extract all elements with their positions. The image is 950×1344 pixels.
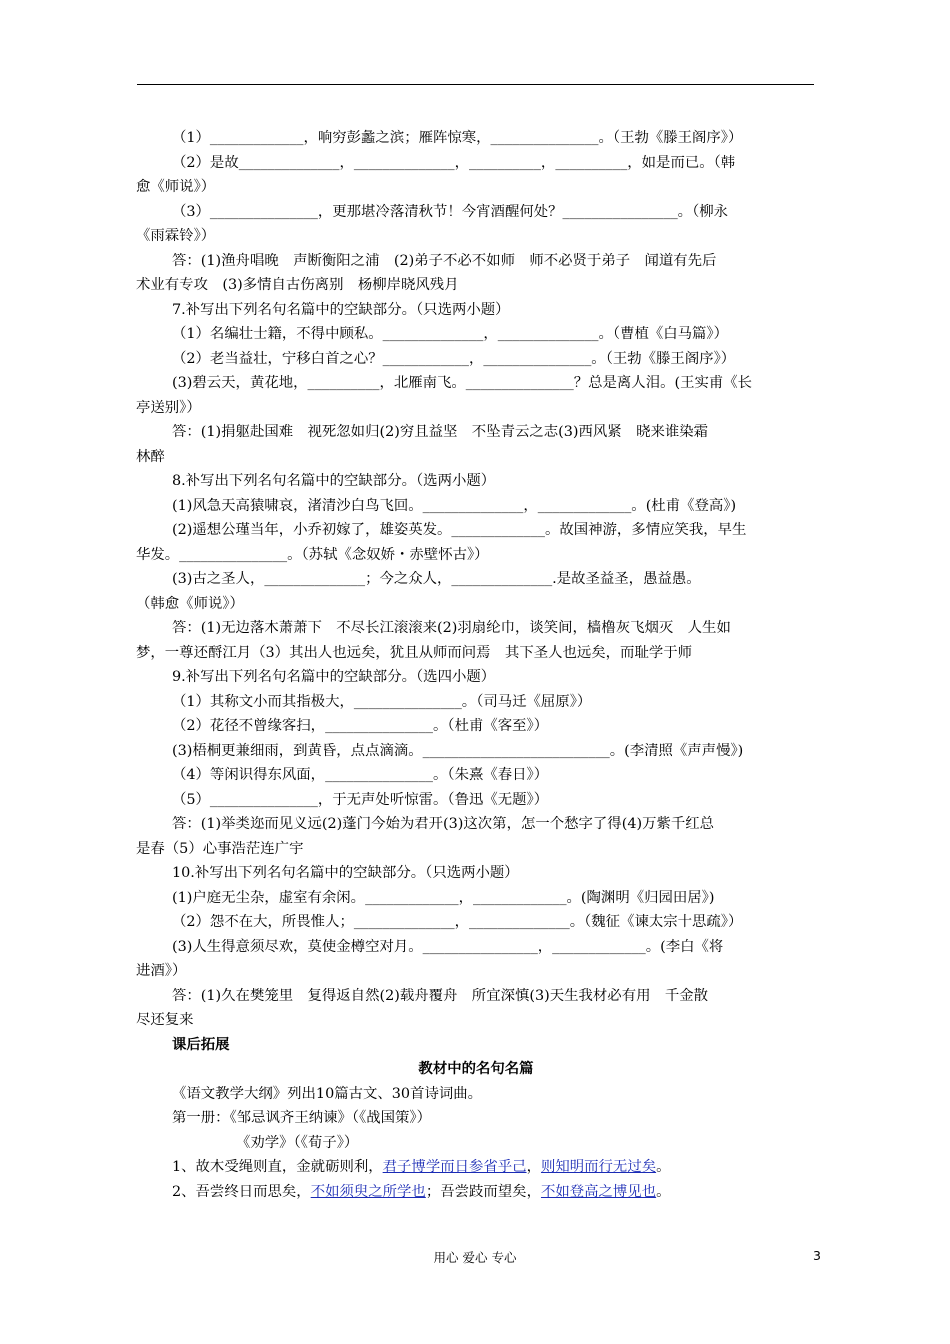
- text-line: 答：(1)渔舟唱晚 声断衡阳之浦 (2)弟子不必不如师 师不必贤于弟子 闻道有先后: [172, 252, 717, 269]
- section-subtitle: 教材中的名句名篇: [418, 1061, 534, 1077]
- text-line: （韩愈《师说》）: [136, 595, 244, 612]
- page-body: [136, 126, 816, 1204]
- header-rule: [137, 84, 814, 85]
- text-line: (1)风急天高猿啸哀，渚清沙白鸟飞回。______________，_____________。(杜甫《登高》): [172, 497, 737, 514]
- text-line: 愈《师说》）: [136, 179, 216, 195]
- underlined-quote: 不如登高之博见也: [540, 1183, 657, 1200]
- text-line: （2）是故______________，______________，__________，__________，如是而已。（韩: [172, 154, 736, 171]
- text-line: （3）_______________，更那堪冷落清秋节！今宵酒醒何处？________________。（柳永: [172, 203, 728, 220]
- text-line: （2）怨不在大，所畏惟人；______________，______________。（魏征《谏太宗十思疏》）: [172, 914, 743, 930]
- text-line: 7.补写出下列名句名篇中的空缺部分。（只选两小题）: [172, 301, 510, 318]
- text-line: （5）_______________，于无声处听惊雷。（鲁迅《无题》）: [172, 791, 549, 808]
- text-span: 。: [656, 1159, 671, 1175]
- text-span: 第一册：《邹忌讽齐王纳谏》（《战国策》）: [172, 1110, 432, 1126]
- text-span: 1、故木受绳则直，金就砺则利，: [172, 1159, 383, 1175]
- text-line: （1）名编壮士籍，不得中顾私。______________，______________。（曹植《白马篇》）: [172, 326, 728, 342]
- text-line: 答：(1)举类迩而见义远(2)蓬门今始为君开(3)这次第，怎一个愁字了得(4)万紫千红总: [172, 816, 715, 832]
- text-line: 8.补写出下列名句名篇中的空缺部分。（选两小题）: [172, 473, 496, 489]
- text-line: 10.补写出下列名句名篇中的空缺部分。（只选两小题）: [172, 865, 519, 881]
- volume-line: [136, 1106, 816, 1131]
- text-title-line: 《劝学》（《荀子》）: [236, 1134, 359, 1151]
- text-line: (3)古之圣人，______________；今之众人，______________.是故圣益圣，愚益愚。: [172, 571, 701, 587]
- text-line: （1）_____________，响穷彭蠡之滨；雁阵惊寒，_______________。（王勃《滕王阁序》）: [172, 130, 743, 146]
- text-line: (3)碧云天，黄花地，__________，北雁南飞。_______________？总是离人泪。(王实甫《长: [172, 375, 753, 391]
- text-line: (3)梧桐更兼细雨，到黄昏，点点滴滴。__________________________。(李清照《声声慢》): [172, 742, 744, 759]
- text-span: 《语文教学大纲》列出10篇古文、30首诗词曲。: [172, 1085, 483, 1102]
- text-line: 9.补写出下列名句名篇中的空缺部分。（选四小题）: [172, 669, 496, 685]
- text-line: （4）等闲识得东风面，_______________。（朱熹《春日》）: [172, 767, 549, 783]
- text-line: 《雨霖铃》）: [136, 228, 216, 244]
- footer-slogan: 用心 爱心 专心: [433, 1250, 517, 1265]
- text-line: （2）老当益壮，宁移白首之心？____________，_______________。（王勃《滕王阁序》）: [172, 350, 736, 367]
- text-line: 尽还复来: [136, 1012, 194, 1028]
- text-span: 2、吾尝终日而思矣，: [172, 1183, 311, 1200]
- underlined-quote: 则知明而行无过矣: [540, 1159, 657, 1175]
- text-line: 华发。_______________。（苏轼《念奴娇・赤壁怀古》）: [136, 546, 489, 563]
- text-line: 答：(1)无边落木萧萧下 不尽长江滚滚来(2)羽扇纶巾，谈笑间，樯橹灰飞烟灭 人生如: [172, 620, 731, 636]
- quote-line: [136, 1155, 816, 1180]
- text-span: ；吾尝跂而望矣，: [425, 1183, 541, 1200]
- page-number: 3: [813, 1248, 821, 1263]
- syllabus-note: [136, 1082, 816, 1107]
- text-line: 梦，一尊还酹江月（3）其出人也远矣，犹且从师而问焉 其下圣人也远矣，而耻学于师: [136, 644, 693, 661]
- text-line: (2)遥想公瑾当年，小乔初嫁了，雄姿英发。_____________。故国神游，多情应笑我，早生: [172, 522, 747, 538]
- text-line: （1）其称文小而其指极大，_______________。（司马迁《屈原》）: [172, 693, 592, 710]
- text-line: 答：(1)捐躯赴国难 视死忽如归(2)穷且益坚 不坠青云之志(3)西风紧 晓来谁染霜: [172, 424, 709, 440]
- text-line: 进酒》）: [136, 963, 187, 979]
- text-line: （2）花径不曾缘客扫，_______________。（杜甫《客至》）: [172, 718, 549, 734]
- text-line: 术业有专攻 (3)多情自古伤离别 杨柳岸晓风残月: [136, 277, 459, 293]
- section-heading: 课后拓展: [172, 1036, 230, 1053]
- quote-line: [136, 1180, 816, 1205]
- text-line: 林醉: [136, 448, 165, 465]
- underlined-quote: 君子博学而日参省乎己: [382, 1159, 527, 1175]
- text-line: 是春（5）心事浩茫连广宇: [136, 840, 304, 857]
- text-span: 。: [656, 1183, 671, 1200]
- text-line: 答：(1)久在樊笼里 复得返自然(2)载舟覆舟 所宜深慎(3)天生我材必有用 千金散: [172, 987, 709, 1004]
- text-line: 亭送别》）: [136, 399, 201, 416]
- text-line: (1)户庭无尘杂，虚室有余闲。_____________，_____________。(陶渊明《归园田居》): [172, 889, 715, 906]
- underlined-quote: 不如须臾之所学也: [310, 1183, 426, 1200]
- text-span: ，: [526, 1159, 541, 1175]
- text-line: (3)人生得意须尽欢，莫使金樽空对月。________________，_____________。(李白《将: [172, 938, 724, 955]
